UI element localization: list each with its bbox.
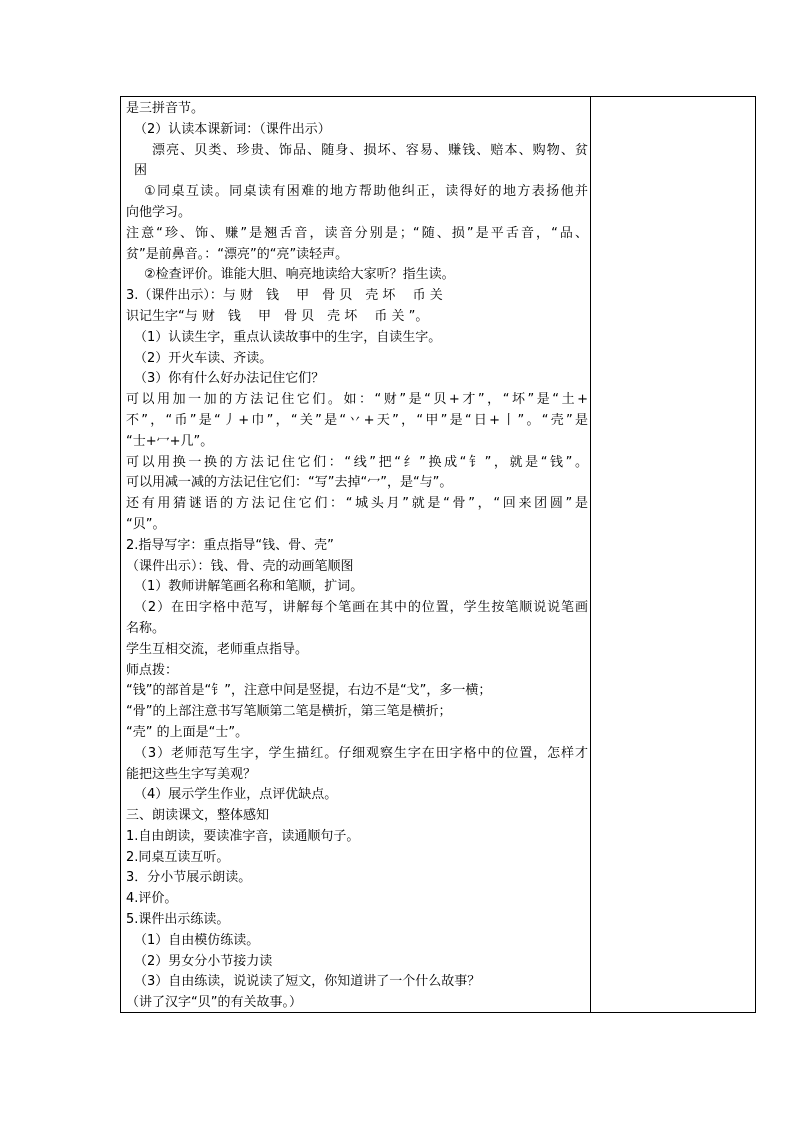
text-line: （2）男女分小节接力读	[134, 953, 273, 969]
text-line: 1.自由朗读，要读准字音，读通顺句子。	[126, 828, 360, 844]
lesson-content-cell	[126, 99, 588, 1014]
text-line: 还有用猜谜语的方法记住它们：“城头月”就是“骨”，“回来团圆”是	[126, 496, 588, 512]
text-line: “壳” 的上面是“士”。	[126, 724, 249, 740]
text-line: 能把这些生字写美观？	[126, 766, 257, 782]
text-line: 5.课件出示练读。	[126, 912, 230, 928]
text-line: 3．分小节展示朗读。	[126, 870, 252, 886]
text-line: “贝”。	[126, 516, 166, 532]
text-line: “士+冖+几”。	[126, 433, 214, 449]
text-line: （2）在田字格中范写，讲解每个笔画在其中的位置，学生按笔顺说说笔画	[134, 600, 588, 616]
column-divider	[590, 97, 591, 1012]
text-line: 三、朗读课文，整体感知	[126, 808, 270, 824]
text-line: （2）开火车读、齐读。	[134, 350, 273, 366]
text-line: （1）认读生字，重点认读故事中的生字，自读生字。	[134, 329, 442, 345]
text-line: 3.（课件出示）：与 财 钱 甲 骨 贝 壳 坏 币 关	[126, 288, 443, 304]
text-line: 学生互相交流，老师重点指导。	[126, 641, 309, 657]
text-line: ②检查评价。谁能大胆、响亮地读给大家听？指生读。	[144, 267, 455, 283]
text-line: 可以用减一减的方法记住它们：“写”去掉“冖”，是“与”。	[126, 475, 453, 491]
text-line: 是三拼音节。	[126, 101, 205, 116]
text-line: （1）自由模仿练读。	[134, 932, 260, 948]
text-line: （课件出示）：钱、骨、壳的动画笔顺图	[126, 558, 354, 574]
text-line: （讲了汉字“贝”的有关故事。）	[126, 995, 302, 1011]
text-line: 2.同桌互读互听。	[126, 849, 230, 865]
text-line: （3）你有什么好办法记住它们？	[134, 371, 325, 387]
text-line: （4）展示学生作业，点评优缺点。	[134, 787, 338, 803]
text-line: 识记生字“与 财 钱 甲 骨 贝 壳 坏 币 关 ”。	[126, 308, 429, 324]
text-line: 贫”是前鼻音。：“漂亮”的“亮”读轻声。	[126, 246, 349, 262]
lesson-table	[120, 96, 756, 1013]
text-line: 向他学习。	[126, 204, 192, 220]
text-line: 注意“珍、饰、赚”是翘舌音，读音分别是；“随、损”是平舌音，“品、	[126, 225, 588, 241]
text-line: （2）认读本课新词：（课件出示）	[134, 121, 331, 137]
text-line: “骨”的上部注意书写笔顺第二笔是横折，第三笔是横折；	[126, 704, 452, 720]
text-line: 名称。	[126, 620, 166, 636]
text-line: 困	[134, 163, 148, 179]
text-line: 漂亮、贝类、珍贵、饰品、随身、损坏、容易、赚钱、赔本、购物、贫	[152, 142, 588, 158]
text-line: （3）自由练读，说说读了短文，你知道讲了一个什么故事？	[134, 974, 481, 990]
text-line: “钱”的部首是“钅”，注意中间是竖提，右边不是“戈”，多一横；	[126, 683, 492, 699]
text-line: 4.评价。	[126, 891, 178, 907]
text-line: （1）教师讲解笔画名称和笔顺，扩词。	[134, 579, 364, 595]
text-line: 不”，“币”是“丿+巾”，“关”是“丷+天”，“甲”是“日+丨”。“壳”是	[126, 412, 588, 428]
text-line: 可以用加一加的方法记住它们。如：“财”是“贝+才”，“坏”是“土+	[126, 392, 588, 408]
text-line: ①同桌互读。同桌读有困难的地方帮助他纠正，读得好的地方表扬他并	[144, 184, 588, 200]
text-line: 2.指导写字：重点指导“钱、骨、壳”	[126, 537, 334, 553]
text-line: 可以用换一换的方法记住它们：“线”把“纟”换成“钅”，就是“钱”。	[126, 454, 588, 470]
text-line: （3）老师范写生字，学生描红。仔细观察生字在田字格中的位置，怎样才	[134, 745, 588, 761]
text-line: 师点拨：	[126, 662, 179, 678]
